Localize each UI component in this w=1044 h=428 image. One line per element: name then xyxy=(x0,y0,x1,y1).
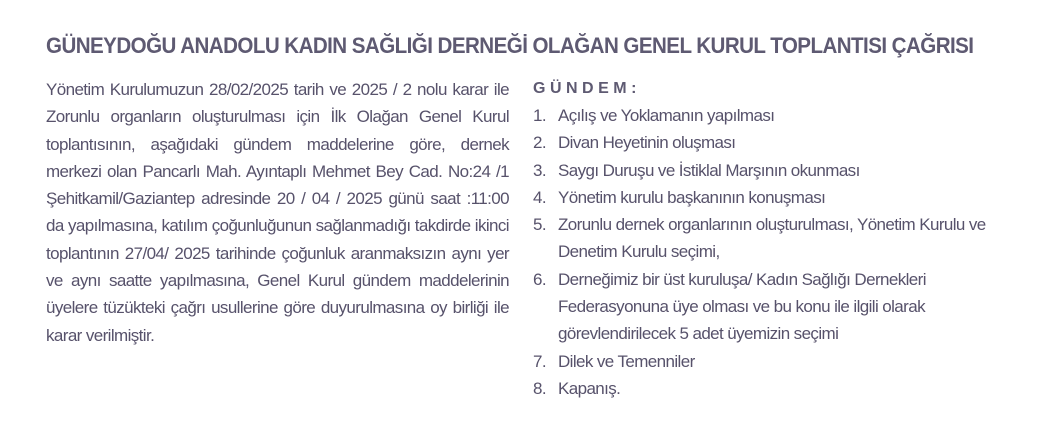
agenda-item-2 xyxy=(533,129,1023,156)
agenda-item-text: Derneğimiz bir üst kuruluşa/ Kadın Sağlığı Dernekleri Federasyonuna üye olması ve bu konu ile ilgili olarak görevlendirilecek 5 adet üyemizin seçimi xyxy=(558,269,926,344)
agenda-item-number: 3. xyxy=(533,160,546,180)
agenda-item-4 xyxy=(533,184,1023,211)
agenda-item-text: Kapanış. xyxy=(558,378,621,398)
agenda-item-5 xyxy=(533,211,1023,266)
notice-body: Yönetim Kurulumuzun 28/02/2025 tarih ve 2025 / 2 nolu karar ile Zorunlu organların oluşturulması için İlk Olağan Genel Kurul toplantısının, aşağıdaki gündem maddelerine göre, dernek merkezi olan Pancarlı Mah. Ayıntaplı Mehmet Bey Cad. No:24 /1 Şehitkamil/Gaziantep adresinde 20 / 04 / 2025 günü saat :11:00 da yapılmasına, katılım çoğunluğunun sağlanmadığı takdirde ikinci toplantının 27/04/ 2025 tarihinde çoğunluk aranmaksızın aynı yer ve aynı saatte yapılmasına, Genel Kurul gündem maddelerinin üyelere tüzükteki çağrı usullerine göre duyurulmasına oy birliği ile karar verilmiştir. xyxy=(46,80,509,345)
agenda-item-number: 8. xyxy=(533,378,546,398)
agenda-item-text: Açılış ve Yoklamanın yapılması xyxy=(558,106,775,125)
agenda-item-6 xyxy=(533,266,1023,348)
agenda-section xyxy=(533,76,1023,402)
agenda-item-number: 1. xyxy=(533,106,546,125)
agenda-item-3 xyxy=(533,157,1023,184)
agenda-item-text: Yönetim kurulu başkanının konuşması xyxy=(558,187,826,207)
agenda-item-text: Zorunlu dernek organlarının oluşturulması, Yönetim Kurulu ve Denetim Kurulu seçimi, xyxy=(558,215,986,262)
agenda-item-number: 6. xyxy=(533,269,546,289)
notice-title: GÜNEYDOĞU ANADOLU KADIN SAĞLIĞI DERNEĞİ OLAĞAN GENEL KURUL TOPLANTISI ÇAĞRISI xyxy=(46,33,974,58)
agenda-item-text: Dilek ve Temenniler xyxy=(558,351,695,371)
agenda-list xyxy=(533,102,1023,402)
agenda-item-text: Saygı Duruşu ve İstiklal Marşının okunması xyxy=(558,160,860,180)
agenda-item-number: 2. xyxy=(533,133,546,153)
agenda-item-number: 7. xyxy=(533,351,546,371)
agenda-item-number: 5. xyxy=(533,215,546,235)
agenda-item-number: 4. xyxy=(533,187,546,207)
agenda-heading: GÜNDEM: xyxy=(533,80,641,97)
agenda-item-7 xyxy=(533,348,1023,375)
agenda-item-8 xyxy=(533,375,1023,402)
agenda-item-1 xyxy=(533,102,1023,129)
agenda-item-text: Divan Heyetinin oluşması xyxy=(558,133,736,153)
